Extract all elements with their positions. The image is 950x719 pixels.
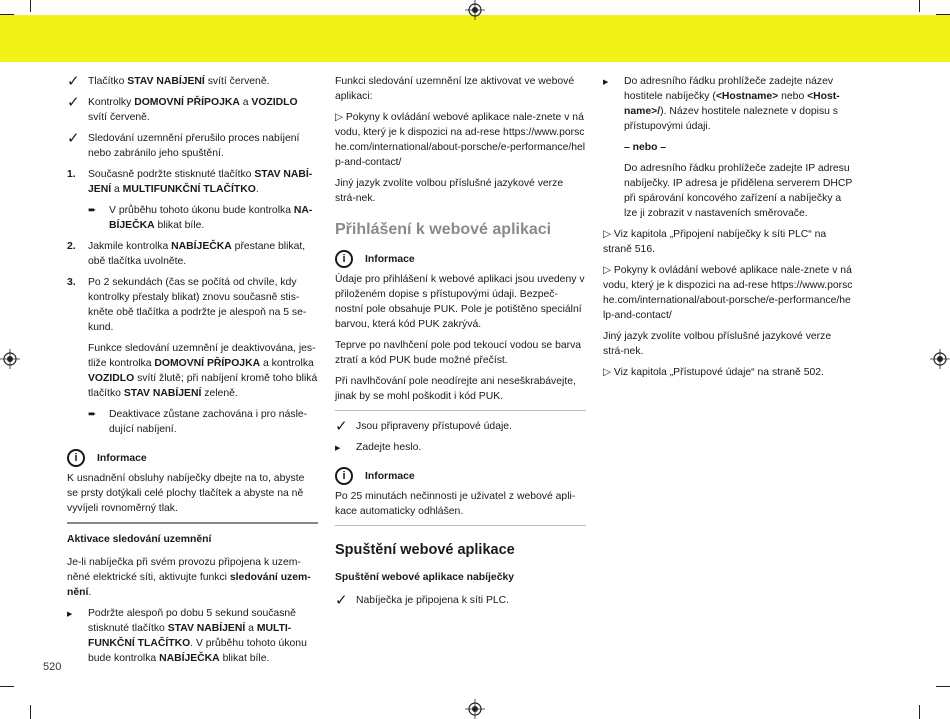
crop-mark [919, 0, 920, 12]
language-note: Jiný jazyk zvolíte volbou příslušné jazykové verze strá-nek. [603, 331, 832, 357]
step-number: 1. [67, 169, 76, 180]
step-result [88, 407, 318, 437]
registration-mark-icon [465, 0, 485, 20]
divider [335, 410, 586, 411]
alternative-text: Do adresního řádku prohlížeče zadejte IP adresu nabíječky. IP adresa je přidělena serverem DHCP při spárování koncového zařízení a nabíječky a lze ji zobrazit v nastaveních směrovače. [624, 163, 853, 219]
step-triangle-icon: ▶ [67, 611, 73, 618]
step-triangle-icon: ▶ [335, 445, 341, 452]
step-text: Do adresního řádku prohlížeče zadejte název hostitele nabíječky (<Hostname> nebo <Host-name>/). Název hostitele naleznete v dopisu s přístupovými údaji. [624, 76, 840, 132]
crop-mark [0, 686, 14, 687]
result-arrow-icon: ➨ [88, 409, 97, 420]
condition-item [335, 593, 586, 608]
info-text: K usnadnění obsluhy nabíječky dbejte na to, abyste se prsty dotýkali celé plochy tlačítek a abyste na ně vyvíjeli rovnoměrný tlak. [67, 473, 305, 514]
activation-heading: Aktivace sledování uzemnění [67, 534, 212, 545]
step-extra: Funkce sledování uzemnění je deaktivována, jes-tliže kontrolka DOMOVNÍ PŘÍPOJKA a kontrolka VOZIDLO svítí žlutě; při nabíjení kromě toho bliká tlačítko STAV NABÍJENÍ zeleně. [88, 343, 318, 399]
info-label: Informace [97, 452, 147, 464]
divider [335, 525, 586, 526]
info-heading [335, 250, 586, 268]
chapter-reference: ▷ Viz kapitola „Přístupové údaje“ na straně 502. [603, 367, 824, 378]
step-item [67, 239, 318, 269]
info-label: Informace [365, 470, 415, 482]
header-band [0, 15, 950, 62]
page-number: 520 [43, 661, 62, 673]
divider [67, 522, 318, 524]
result-arrow-icon: ➨ [88, 205, 97, 216]
crop-mark [919, 705, 920, 719]
condition-text: Nabíječka je připojena k síti PLC. [356, 595, 510, 606]
info-heading [67, 449, 318, 467]
step-triangle-icon: ▶ [603, 79, 609, 86]
condition-item-text: Kontrolky DOMOVNÍ PŘÍPOJKA a VOZIDLO svítí červeně. [88, 97, 298, 123]
info-para: Teprve po navlhčení pole pod tekoucí vodou se barva ztratí a kód PUK bude možné přečíst. [335, 340, 582, 366]
start-subheading: Spuštění webové aplikace nabíječky [335, 572, 515, 583]
registration-mark-icon [930, 349, 950, 369]
checkmark-icon: ✓ [67, 130, 80, 147]
step-number: 2. [67, 241, 76, 252]
step-item-text: Jakmile kontrolka NABÍJEČKA přestane blikat, obě tlačítka uvolněte. [88, 241, 306, 267]
activation-step-text: Podržte alespoň po dobu 5 sekund současně stisknuté tlačítko STAV NABÍJENÍ a MULTI-FUNKČNÍ TLAČÍTKO. V průběhu tohoto úkonu bude kontrolka NABÍJEČKA blikat bíle. [88, 608, 307, 664]
condition-item [335, 419, 586, 434]
info-para: Při navlhčování pole neodírejte ani neseškrabávejte, jinak by se mohl poškodit i kód PUK. [335, 376, 576, 402]
column-3 [603, 74, 853, 386]
condition-item [67, 95, 318, 125]
condition-item-text: Sledování uzemnění přerušilo proces nabíjení nebo zabránilo jeho spuštění. [88, 133, 300, 159]
crop-mark [936, 14, 950, 15]
checkmark-icon: ✓ [67, 73, 80, 90]
condition-item-text: Tlačítko STAV NABÍJENÍ svítí červeně. [88, 76, 270, 87]
start-heading: Spuštění webové aplikace [335, 542, 515, 558]
step-item [603, 74, 853, 134]
info-label: Informace [365, 253, 415, 265]
step-number: 3. [67, 277, 76, 288]
chapter-reference: ▷ Viz kapitola „Připojení nabíječky k síti PLC“ na straně 516. [603, 229, 827, 255]
column-1 [67, 74, 318, 672]
login-heading: Přihlášení k webové aplikaci [335, 221, 552, 238]
step-item-text: Současně podržte stisknuté tlačítko STAV NABÍ-JENÍ a MULTIFUNKČNÍ TLAČÍTKO. [88, 169, 313, 195]
activation-text: Je-li nabíječka při svém provozu připojena k uzem-něné elektrické síti, aktivujte funkci sledování uzem-nění. [67, 557, 311, 598]
step-result [88, 203, 318, 233]
step-list [67, 167, 318, 437]
checkmark-icon: ✓ [335, 418, 348, 435]
registration-mark-icon [0, 349, 20, 369]
info-text: Po 25 minutách nečinnosti je uživatel z webové apli-kace automaticky odhlášen. [335, 491, 576, 517]
info-para: Údaje pro přihlášení k webové aplikaci jsou uvedeny v přiloženém dopise s přístupovými údaji. Bezpeč-nostní pole obsahuje PUK. Pole je potištěno speciální barvou, která kód PUK zakrývá. [335, 274, 585, 330]
info-icon: i [335, 467, 353, 485]
crop-mark [30, 705, 31, 719]
condition-item [67, 74, 318, 89]
column-2 [335, 74, 586, 614]
intro-text: Funkci sledování uzemnění lze aktivovat ve webové aplikaci: [335, 76, 575, 102]
language-note: Jiný jazyk zvolíte volbou příslušné jazykové verze strá-nek. [335, 178, 564, 204]
info-heading [335, 467, 586, 485]
info-icon: i [67, 449, 85, 467]
step-item [335, 440, 586, 455]
checkmark-icon: ✓ [67, 94, 80, 111]
or-separator: – nebo – [624, 142, 667, 153]
info-icon: i [335, 250, 353, 268]
condition-text: Jsou připraveny přístupové údaje. [356, 421, 512, 432]
step-result-text: V průběhu tohoto úkonu bude kontrolka NA-BÍJEČKA blikat bíle. [109, 205, 313, 231]
crop-mark [30, 0, 31, 12]
manual-link-note: ▷ Pokyny k ovládání webové aplikace nale-znete v návodu, který je k dispozici na ad-rese https://www.porsche.com/international/about-porsche/e-performance/help-and-contact/ [603, 265, 853, 321]
crop-mark [936, 686, 950, 687]
activation-step [67, 606, 318, 666]
step-text: Zadejte heslo. [356, 442, 422, 453]
condition-item [67, 131, 318, 161]
condition-list [67, 74, 318, 161]
step-item-text: Po 2 sekundách (čas se počítá od chvíle, kdy kontrolky přestaly blikat) znovu současně stis-kněte obě tlačítka a podržte je alespoň na 5 se-kund. [88, 277, 307, 333]
checkmark-icon: ✓ [335, 592, 348, 609]
step-result-text: Deaktivace zůstane zachována i pro násle-dující nabíjení. [109, 409, 308, 435]
registration-mark-icon [465, 699, 485, 719]
manual-link-note: ▷ Pokyny k ovládání webové aplikace nale-znete v návodu, který je k dispozici na ad-rese https://www.porsche.com/international/about-porsche/e-performance/help-and-contact/ [335, 112, 586, 168]
step-item [67, 167, 318, 197]
crop-mark [0, 14, 14, 15]
step-item [67, 275, 318, 335]
